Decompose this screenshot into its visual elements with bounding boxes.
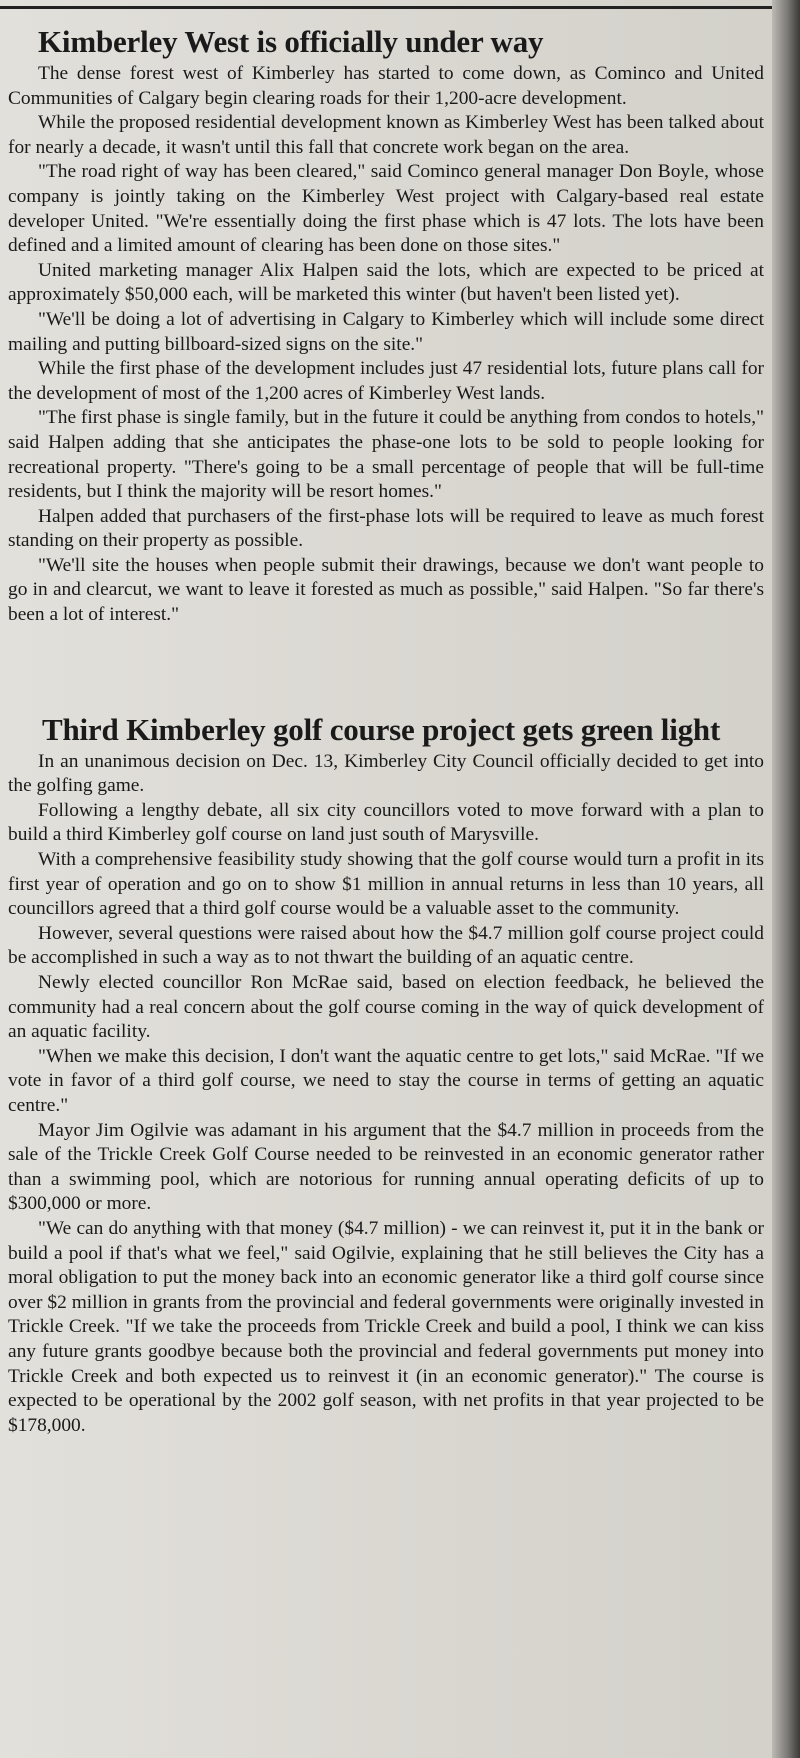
article-paragraph: "When we make this decision, I don't want the aquatic centre to get lots," said McRae. "If we vote in favor of a third golf course, we need to stay the course in terms of getting an aquatic centre." (8, 1045, 764, 1116)
article-paragraph: Following a lengthy debate, all six city councillors voted to move forward with a plan to build a third Kimberley golf course on land just south of Marysville. (8, 799, 764, 846)
article-paragraph: "We can do anything with that money ($4.7 million) - we can reinvest it, put it in the bank or build a pool if that's what we feel," said Ogilvie, explaining that he still believes the City has a moral obligation to put the money back into an economic generator like a third golf course since over $2 million in grants from the provincial and federal governments were originally invested in Trickle Creek. "If we take the proceeds from Trickle Creek and build a pool, I think we can kiss any future grants goodbye because both the provincial and federal governments put money into Trickle Creek and both expected us to reinvest it (in an economic generator)." The course is expected to be operational by the 2002 golf season, with net profits in that year projected to be $178,000. (8, 1217, 764, 1436)
article-paragraph: Mayor Jim Ogilvie was adamant in his argument that the $4.7 million in proceeds from the sale of the Trickle Creek Golf Course needed to be reinvested in an economic generator rather than a swimming pool, which are notorious for running annual operating deficits of up to $300,000 or more. (8, 1119, 764, 1215)
top-rule (0, 6, 772, 9)
article-kimberley-west (8, 24, 764, 628)
article-paragraph: "The first phase is single family, but in the future it could be anything from condos to hotels," said Halpen adding that she anticipates the phase-one lots to be sold to people looking for recreational property. "There's going to be a small percentage of people that will be full-time residents, but I think the majority will be resort homes." (8, 407, 764, 503)
article-headline: Third Kimberley golf course project gets green light (42, 711, 721, 747)
article-headline: Kimberley West is officially under way (38, 24, 544, 59)
article-paragraph: United marketing manager Alix Halpen said the lots, which are expected to be priced at approximately $50,000 each, will be marketed this winter (but haven't been listed yet). (8, 259, 764, 306)
article-paragraph: Newly elected councillor Ron McRae said, based on election feedback, he believed the community had a real concern about the golf course coming in the way of quick development of an aquatic facility. (8, 972, 764, 1043)
article-paragraph: With a comprehensive feasibility study showing that the golf course would turn a profit in its first year of operation and go on to show $1 million in annual returns in less than 10 years, all councillors agreed that a third golf course would be a valuable asset to the community. (8, 849, 764, 920)
article-paragraph: However, several questions were raised about how the $4.7 million golf course project could be accomplished in such a way as to not thwart the building of an aquatic centre. (8, 922, 764, 969)
article-paragraph: While the proposed residential development known as Kimberley West has been talked about for nearly a decade, it wasn't until this fall that concrete work began on the area. (8, 112, 764, 158)
article-paragraph: "We'll be doing a lot of advertising in Calgary to Kimberley which will include some direct mailing and putting billboard-sized signs on the site." (8, 308, 764, 355)
article-separator-space (8, 628, 772, 712)
article-golf-course (8, 712, 764, 1439)
article-paragraph: The dense forest west of Kimberley has started to come down, as Cominco and United Communities of Calgary begin clearing roads for their 1,200-acre development. (8, 63, 764, 109)
article-paragraph: "We'll site the houses when people submit their drawings, because we don't want people to go in and clearcut, we want to leave it forested as much as possible," said Halpen. "So far there's been a lot of interest." (8, 554, 764, 626)
article-paragraph: Halpen added that purchasers of the first-phase lots will be required to leave as much forest standing on their property as possible. (8, 505, 764, 552)
scan-edge-shadow (772, 0, 800, 1758)
article-paragraph: "The road right of way has been cleared," said Cominco general manager Don Boyle, whose company is jointly taking on the Kimberley West project with Calgary-based real estate developer United. "We're essentially doing the first phase which is 47 lots. The lots have been defined and a limited amount of clearing has been done on those sites." (8, 161, 764, 257)
article-paragraph: In an unanimous decision on Dec. 13, Kimberley City Council officially decided to get into the golfing game. (8, 750, 764, 797)
article-paragraph: While the first phase of the development includes just 47 residential lots, future plans call for the development of most of the 1,200 acres of Kimberley West lands. (8, 358, 764, 404)
